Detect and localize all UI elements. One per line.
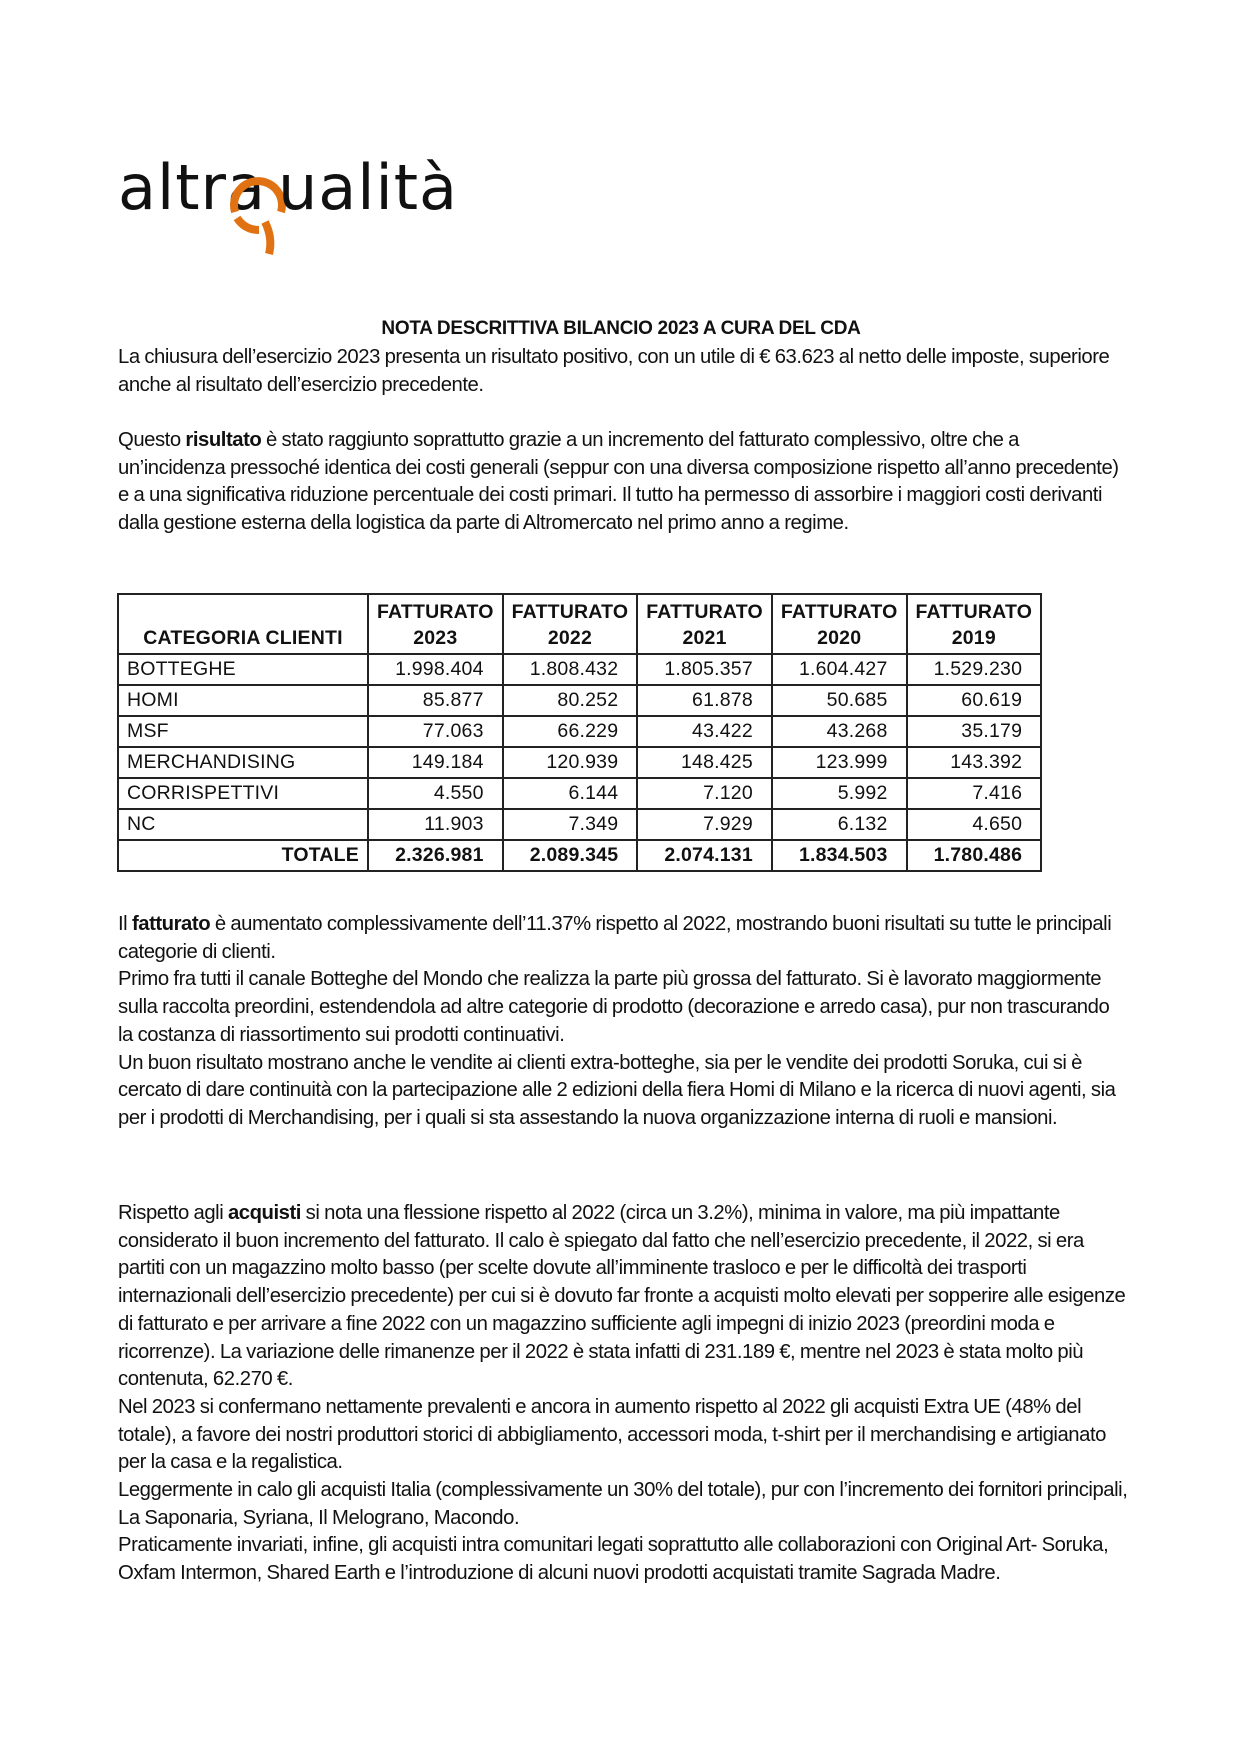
table-row: NC 11.903 7.349 7.929 6.132 4.650 [118, 809, 1041, 840]
revenue-table [117, 593, 1042, 872]
logo-text-altra: altra [118, 151, 267, 224]
table-row: MSF 77.063 66.229 43.422 43.268 35.179 [118, 716, 1041, 747]
revenue-paragraph: Il fatturato è aumentato complessivamente dell’11.37% rispetto al 2022, mostrando buoni risultati su tutte le principali categorie di clienti. Primo fra tutti il canale Botteghe del Mondo che realizza la parte più grossa del fatturato. Si è lavorato maggiormente sulla raccolta preordini, estendendola ad altre categorie di prodotto (decorazione e arredo casa), pur non trascurando la costanza di riassortimento sui prodotti continuativi. Un buon risultato mostrano anche le vendite ai clienti extra-botteghe, sia per le vendite dei prodotti Soruka, cui si è cercato di dare continuità con la partecipazione alle 2 edizioni della fiera Homi di Milano e la ricerca di nuovi agenti, sia per i prodotti di Merchandising, per i quali si sta assestando la nuova organizzazione interna di ruoli e mansioni. [118, 913, 1116, 1129]
bold-term-risultato: risultato [185, 429, 262, 451]
table-header-row [118, 594, 1041, 654]
bold-term-acquisti: acquisti [227, 1202, 301, 1224]
header-2022: FATTURATO 2022 [503, 594, 638, 654]
result-paragraph: Questo risultato è stato raggiunto soprattutto grazie a un incremento del fatturato complessivo, oltre che a un’incidenza pressoché identica dei costi generali (seppur con una diversa composizione rispetto all’anno precedente) e a una significativa riduzione percentuale dei costi primari. Il tutto ha permesso di assorbire i maggiori costi derivanti dalla gestione esterna della logistica da parte di Altromercato nel primo anno a regime. [118, 429, 1119, 535]
bold-term-fatturato: fatturato [131, 913, 211, 935]
table-row: BOTTEGHE 1.998.404 1.808.432 1.805.357 1.604.427 1.529.230 [118, 654, 1041, 685]
header-category: CATEGORIA CLIENTI [118, 594, 368, 654]
document-title: NOTA DESCRITTIVA BILANCIO 2023 A CURA DEL CDA [381, 318, 861, 339]
table-row: CORRISPETTIVI 4.550 6.144 7.120 5.992 7.416 [118, 778, 1041, 809]
table-row: MERCHANDISING 149.184 120.939 148.425 123.999 143.392 [118, 747, 1041, 778]
header-2023: FATTURATO 2023 [368, 594, 503, 654]
header-2020: FATTURATO 2020 [772, 594, 907, 654]
intro-paragraph: La chiusura dell’esercizio 2023 presenta un risultato positivo, con un utile di € 63.623 al netto delle imposte, superiore anche al risultato dell’esercizio precedente. [118, 346, 1110, 396]
header-2019: FATTURATO 2019 [907, 594, 1042, 654]
purchases-paragraph: Rispetto agli acquisti si nota una flessione rispetto al 2022 (circa un 3.2%), minima in valore, ma più impattante considerato il buon incremento del fatturato. Il calo è spiegato dal fatto che nell’esercizio precedente, il 2022, si era partiti con un magazzino molto basso (per scelte dovute all’imminente trasloco e per le difficoltà dei trasporti internazionali dell’esercizio precedente) per cui si è dovuto far fronte a acquisti molto elevati per sopperire alle esigenze di fatturato e per arrivare a fine 2022 con un magazzino sufficiente agli impegni di inizio 2023 (preordini moda e ricorrenze). La variazione delle rimanenze per il 2022 è stata infatti di 231.189 €, mentre nel 2023 è stata molto più contenuta, 62.270 €. Nel 2023 si confermano nettamente prevalenti e ancora in aumento rispetto al 2022 gli acquisti Extra UE (48% del totale), a favore dei nostri produttori storici di abbigliamento, accessori moda, t-shirt per il merchandising e artigianato per la casa e la regalistica. Leggermente in calo gli acquisti Italia (complessivamente un 30% del totale), pur con l’incremento dei fornitori principali, La Saponaria, Syriana, Il Melograno, Macondo. Praticamente invariati, infine, gli acquisti intra comunitari legati soprattutto alle collaborazioni con Original Art- Soruka, Oxfam Intermon, Shared Earth e l’introduzione di alcuni nuovi prodotti acquistati tramite Sagrada Madre. [118, 1202, 1128, 1585]
logo-text-ualita: ualità [278, 151, 459, 224]
company-logo [118, 148, 478, 258]
table-row: HOMI 85.877 80.252 61.878 50.685 60.619 [118, 685, 1041, 716]
table-total-row: TOTALE 2.326.981 2.089.345 2.074.131 1.834.503 1.780.486 [118, 840, 1041, 871]
header-2021: FATTURATO 2021 [637, 594, 772, 654]
